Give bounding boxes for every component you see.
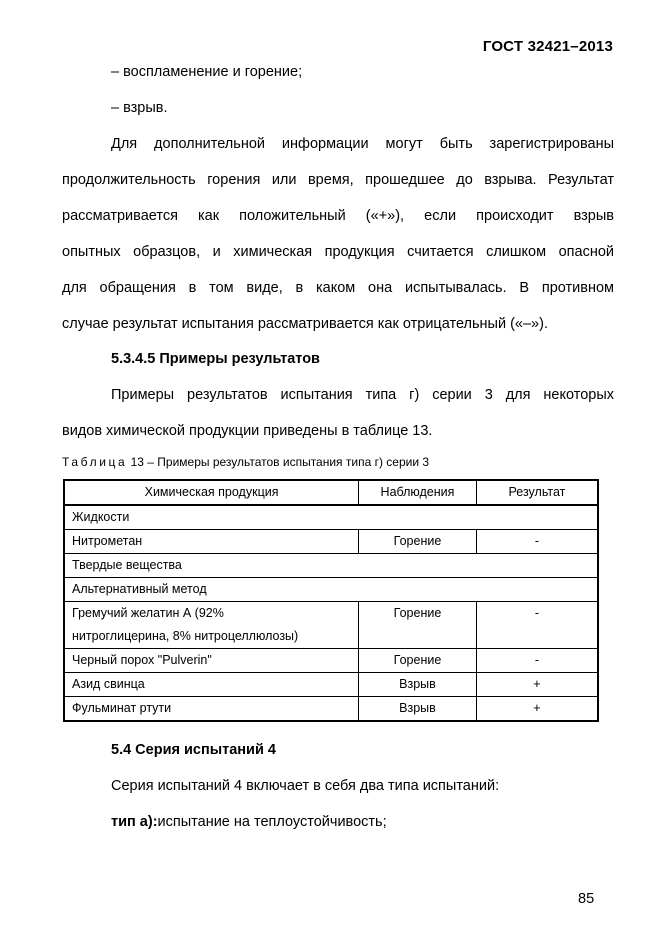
result-cell: - bbox=[476, 602, 598, 649]
column-header-observations: Наблюдения bbox=[359, 480, 477, 505]
product-cell: Азид свинца bbox=[64, 673, 359, 697]
paragraph-line: продолжительность горения или время, прошедшее до взрыва. Результат bbox=[62, 172, 614, 188]
result-cell: + bbox=[476, 673, 598, 697]
test-type-label: тип а): bbox=[111, 814, 158, 830]
test-type-line bbox=[111, 814, 387, 830]
paragraph-line: случае результат испытания рассматривается как отрицательный («–»). bbox=[62, 316, 548, 332]
table-group-row bbox=[64, 505, 598, 530]
observation-cell: Взрыв bbox=[359, 673, 477, 697]
document-code: ГОСТ 32421–2013 bbox=[482, 38, 613, 55]
paragraph-line: для обращения в том виде, в каком она испытывалась. В противном bbox=[62, 280, 614, 296]
table-caption bbox=[62, 455, 429, 469]
section-heading: 5.3.4.5 Примеры результатов bbox=[111, 351, 320, 367]
table-caption-text: 13 – Примеры результатов испытания типа г) серии 3 bbox=[127, 455, 430, 469]
table-header-row bbox=[64, 480, 598, 505]
column-header-result: Результат bbox=[476, 480, 598, 505]
test-type-text: испытание на теплоустойчивость; bbox=[157, 814, 387, 830]
paragraph-line: Серия испытаний 4 включает в себя два типа испытаний: bbox=[111, 778, 500, 794]
page-number: 85 bbox=[578, 891, 595, 907]
results-table bbox=[63, 479, 599, 722]
table-row bbox=[64, 602, 598, 649]
product-cell: Черный порох "Pulverin" bbox=[64, 649, 359, 673]
paragraph-line: Для дополнительной информации могут быть зарегистрированы bbox=[111, 136, 614, 152]
table-group-row bbox=[64, 554, 598, 578]
result-cell: - bbox=[476, 530, 598, 554]
paragraph-line: видов химической продукции приведены в таблице 13. bbox=[62, 423, 433, 439]
group-label: Альтернативный метод bbox=[64, 578, 598, 602]
table-caption-label: Таблица bbox=[62, 455, 128, 469]
paragraph-line: рассматривается как положительный («+»), если происходит взрыв bbox=[62, 208, 614, 224]
result-cell: - bbox=[476, 649, 598, 673]
observation-cell: Горение bbox=[359, 530, 477, 554]
table-row bbox=[64, 649, 598, 673]
paragraph-line: опытных образцов, и химическая продукция считается слишком опасной bbox=[62, 244, 614, 260]
table-group-row bbox=[64, 578, 598, 602]
product-cell: Нитрометан bbox=[64, 530, 359, 554]
product-line: Гремучий желатин А (92% bbox=[72, 606, 224, 620]
group-label: Твердые вещества bbox=[64, 554, 598, 578]
list-item: – воспламенение и горение; bbox=[111, 64, 303, 80]
group-label: Жидкости bbox=[64, 505, 598, 530]
product-cell bbox=[64, 602, 359, 649]
product-cell: Фульминат ртути bbox=[64, 697, 359, 722]
observation-cell: Взрыв bbox=[359, 697, 477, 722]
observation-cell: Горение bbox=[359, 602, 477, 649]
observation-cell: Горение bbox=[359, 649, 477, 673]
section-heading: 5.4 Серия испытаний 4 bbox=[111, 742, 276, 758]
result-cell: + bbox=[476, 697, 598, 722]
column-header-product: Химическая продукция bbox=[64, 480, 359, 505]
list-item: – взрыв. bbox=[111, 100, 168, 116]
table-row bbox=[64, 530, 598, 554]
table-row bbox=[64, 697, 598, 722]
paragraph-line: Примеры результатов испытания типа г) серии 3 для некоторых bbox=[111, 387, 614, 403]
table-row bbox=[64, 673, 598, 697]
product-line: нитроглицерина, 8% нитроцеллюлозы) bbox=[72, 629, 299, 643]
